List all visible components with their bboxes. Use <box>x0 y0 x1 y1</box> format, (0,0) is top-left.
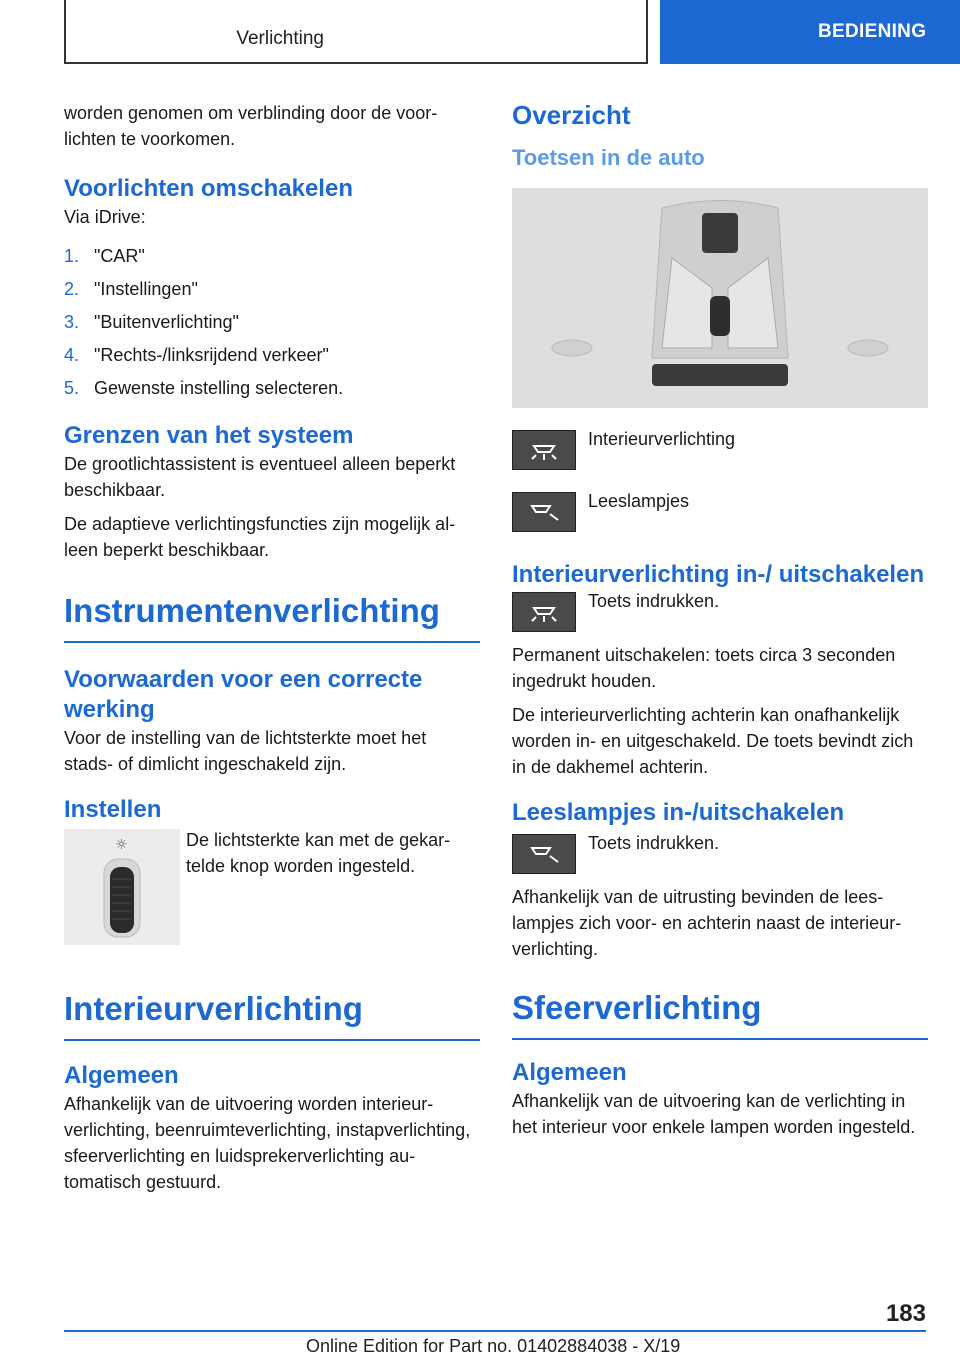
sfeer-algemeen-text: Afhankelijk van de uitvoering kan de verlichting in het interieur voor enkele lampen worden ingesteld. <box>512 1091 916 1137</box>
instellen-row <box>64 829 480 945</box>
list-item: 2. "Instellingen" <box>64 279 198 299</box>
heading-algemeen: Algemeen <box>64 1062 179 1089</box>
grenzen-text-1: De grootlichtassistent is eventueel alleen beperkt beschikbaar. <box>64 454 456 500</box>
list-item: 4. "Rechts-/linksrijdend verkeer" <box>64 345 329 365</box>
intro-text: worden genomen om verblinding door de voorlichten te voorkomen. <box>64 103 438 149</box>
grenzen-text-2: De adaptieve verlichtingsfuncties zijn mogelijk alleen beperkt beschikbaar. <box>64 514 456 560</box>
page-number: 183 <box>885 1300 926 1327</box>
interieur-press-row <box>512 592 928 632</box>
lees-press-row <box>512 834 928 874</box>
heading-instellen: Instellen <box>64 796 162 823</box>
heading-grenzen: Grenzen van het systeem <box>64 422 354 449</box>
interior-light-icon <box>512 592 576 632</box>
svg-text:☼: ☼ <box>115 837 128 853</box>
list-item: 5. Gewenste instelling selecteren. <box>64 378 344 398</box>
footer-divider <box>64 1330 926 1332</box>
roof-console-icon <box>512 188 928 408</box>
heading-sfeerverlichting: Sfeerverlichting <box>512 988 928 1040</box>
legend-interieur <box>512 430 928 470</box>
heading-voorlichten: Voorlichten omschakelen <box>64 175 353 202</box>
voorwaarden-text: Voor de instelling van de lichtsterkte moet het stads- of dimlicht ingeschakeld zijn. <box>64 728 427 774</box>
legend-lees-text: Leeslampjes <box>588 491 690 511</box>
heading-voorwaarden: Voorwaarden voor een correcte werking <box>64 666 423 723</box>
algemeen-text: Afhankelijk van de uitvoering worden interieurverlichting, beenruimteverlichting, instapverlichting, sfeerverlichting en luidsprekerverlichting automatisch gestuurd. <box>64 1094 471 1192</box>
right-column <box>512 100 928 1148</box>
interior-light-icon <box>512 430 576 470</box>
heading-overzicht: Overzicht <box>512 100 631 130</box>
interieur-text-2: De interieurverlichting achterin kan onafhankelijk worden in- en uitgeschakeld. De toets bevindt zich in de dakhemel achterin. <box>512 705 914 777</box>
steps-list <box>64 240 480 405</box>
dimmer-knob-image <box>64 829 180 945</box>
left-column <box>64 100 480 1203</box>
heading-sfeer-algemeen: Algemeen <box>512 1059 627 1086</box>
lees-text-1: Afhankelijk van de uitrusting bevinden de leeslampjes zich voor- en achterin naast de interieurverlichting. <box>512 887 902 959</box>
header-frame <box>64 0 648 64</box>
header-section-title: Verlichting <box>236 28 324 49</box>
dimmer-knob-icon <box>64 829 180 945</box>
header-chapter-tab: BEDIENING <box>660 0 960 64</box>
via-idrive: Via iDrive: <box>64 207 146 227</box>
lees-press-text: Toets indrukken. <box>588 833 720 853</box>
list-item: 3. "Buitenverlichting" <box>64 312 239 332</box>
interieur-press-text: Toets indrukken. <box>588 591 720 611</box>
reading-light-icon <box>512 492 576 532</box>
heading-interieur-inuit: Interieurverlichting in-/ uitschakelen <box>512 561 925 588</box>
footer-edition: Online Edition for Part no. 01402884038 - X/19 <box>306 1336 681 1356</box>
reading-light-icon <box>512 834 576 874</box>
interieur-text-1: Permanent uitschakelen: toets circa 3 seconden ingedrukt houden. <box>512 645 896 691</box>
legend-lees <box>512 492 928 532</box>
roof-console-image <box>512 188 928 408</box>
list-item: 1. "CAR" <box>64 246 145 266</box>
heading-lees-inuit: Leeslampjes in-/uitschakelen <box>512 799 845 826</box>
legend-interieur-text: Interieurverlichting <box>588 429 736 449</box>
heading-instrumentenverlichting: Instrumentenverlichting <box>64 591 480 643</box>
heading-interieurverlichting: Interieurverlichting <box>64 989 480 1041</box>
instellen-text: De lichtsterkte kan met de gekartelde knop worden ingesteld. <box>186 830 451 876</box>
heading-toetsen: Toetsen in de auto <box>512 145 705 170</box>
